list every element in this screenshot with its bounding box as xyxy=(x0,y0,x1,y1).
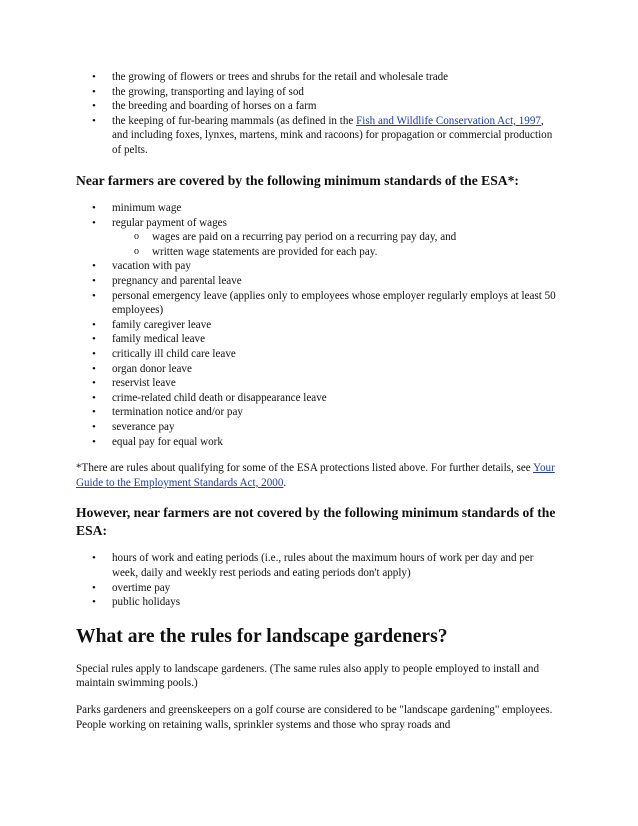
list-item: • equal pay for equal work xyxy=(76,435,561,450)
list-item: • vacation with pay xyxy=(76,259,561,274)
heading-not-covered-standards: However, near farmers are not covered by the following minimum standards of the ESA: xyxy=(76,505,556,538)
list-item: • the breeding and boarding of horses on a farm xyxy=(76,99,561,114)
footnote xyxy=(76,461,561,490)
list-item: • reservist leave xyxy=(76,376,561,391)
list-item: • termination notice and/or pay xyxy=(76,405,561,420)
list-item: • minimum wage xyxy=(76,201,561,216)
heading-landscape-gardeners: What are the rules for landscape gardeners? xyxy=(76,625,448,647)
footnote-text-after: . xyxy=(283,476,287,489)
list-item: • critically ill child care leave xyxy=(76,347,561,362)
list-item-label: regular payment of wages xyxy=(112,216,227,229)
heading-covered-standards: Near farmers are covered by the following minimum standards of the ESA*: xyxy=(76,172,519,188)
list-item: • pregnancy and parental leave xyxy=(76,274,561,289)
list-item: • crime-related child death or disappearance leave xyxy=(76,391,561,406)
paragraph-special-rules: Special rules apply to landscape gardeners. (The same rules also apply to people employed to install and maintain swimming pools.) xyxy=(76,662,540,690)
esa-guide-link[interactable]: Your Guide to the Employment Standards Act, 2000 xyxy=(76,462,555,489)
list-item: • the growing, transporting and laying of sod xyxy=(76,85,561,100)
sub-list-item: o written wage statements are provided for each pay. xyxy=(112,245,561,260)
top-bullet-list xyxy=(76,70,561,158)
list-item: • public holidays xyxy=(76,595,561,610)
list-item: • hours of work and eating periods (i.e., rules about the maximum hours of work per day and per week, daily and weekly rest periods and eating periods don't apply) xyxy=(76,551,561,580)
covered-standards-list xyxy=(76,201,561,449)
list-item-regular-payment xyxy=(76,216,561,260)
list-item: • the growing of flowers or trees and shrubs for the retail and wholesale trade xyxy=(76,70,561,85)
fish-wildlife-act-link[interactable]: Fish and Wildlife Conservation Act, 1997 xyxy=(356,114,541,127)
list-item: • organ donor leave xyxy=(76,362,561,377)
sub-list xyxy=(112,230,561,259)
list-item: • family medical leave xyxy=(76,332,561,347)
fur-item-text-before: the keeping of fur-bearing mammals (as defined in the xyxy=(112,114,357,127)
list-item: • family caregiver leave xyxy=(76,318,561,333)
document-page xyxy=(76,70,561,744)
list-item-fur-bearing xyxy=(76,114,561,158)
list-item: • severance pay xyxy=(76,420,561,435)
spacer xyxy=(76,449,561,461)
footnote-text-before: *There are rules about qualifying for some of the ESA protections listed above. For further details, see xyxy=(76,462,534,475)
fur-item-text-after: , and including foxes, lynxes, martens, mink and racoons) for propagation or commercial production of pelts. xyxy=(112,114,553,156)
sub-list-item: o wages are paid on a recurring pay period on a recurring pay day, and xyxy=(112,230,561,245)
not-covered-standards-list xyxy=(76,551,561,609)
list-item: • overtime pay xyxy=(76,581,561,596)
paragraph-parks-gardeners: Parks gardeners and greenskeepers on a golf course are considered to be "landscape gardening" employees. People working on retaining walls, sprinkler systems and those who spray roads and xyxy=(76,703,553,731)
list-item: • personal emergency leave (applies only to employees whose employer regularly employs at least 50 employees) xyxy=(76,289,561,318)
